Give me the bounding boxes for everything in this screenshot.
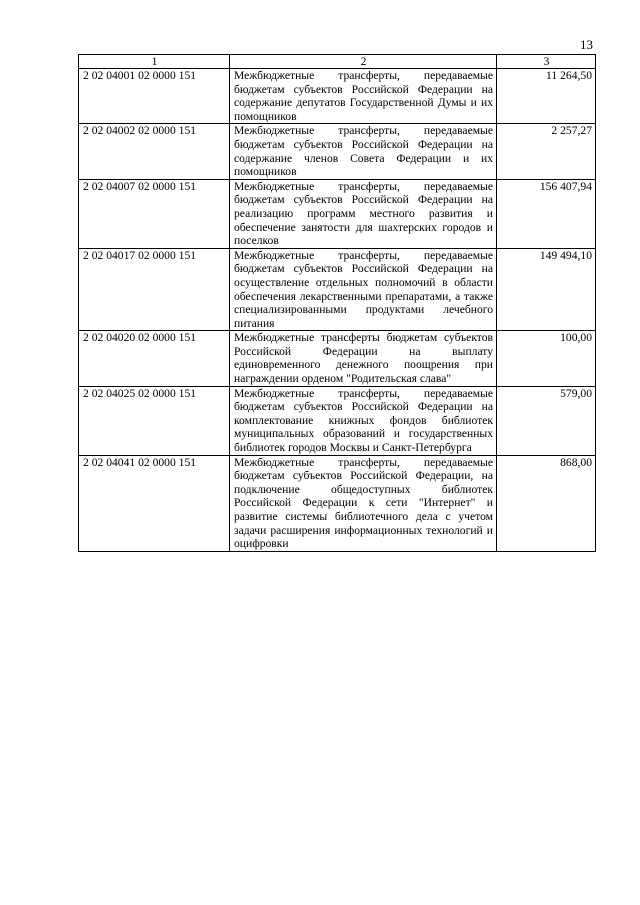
budget-code-cell: 2 02 04017 02 0000 151 <box>79 248 230 331</box>
budget-code-cell: 2 02 04041 02 0000 151 <box>79 455 230 551</box>
description-cell: Межбюджетные трансферты, передаваемые бюджетам субъектов Российской Федерации на реализацию программ местного развития и обеспечение занятости для шахтерских городов и поселков <box>230 179 497 248</box>
amount-cell: 11 264,50 <box>497 69 596 124</box>
table-row <box>79 455 596 551</box>
amount-cell: 156 407,94 <box>497 179 596 248</box>
table-row <box>79 386 596 455</box>
amount-cell: 2 257,27 <box>497 124 596 179</box>
description-cell: Межбюджетные трансферты бюджетам субъектов Российской Федерации на выплату единовременного денежного поощрения при награждении орденом "Родительская слава" <box>230 331 497 386</box>
table-row <box>79 331 596 386</box>
amount-cell: 100,00 <box>497 331 596 386</box>
budget-code-cell: 2 02 04025 02 0000 151 <box>79 386 230 455</box>
budget-code-cell: 2 02 04002 02 0000 151 <box>79 124 230 179</box>
description-cell: Межбюджетные трансферты, передаваемые бюджетам субъектов Российской Федерации на содержание членов Совета Федерации и их помощников <box>230 124 497 179</box>
amount-cell: 579,00 <box>497 386 596 455</box>
amount-cell: 149 494,10 <box>497 248 596 331</box>
budget-code-cell: 2 02 04007 02 0000 151 <box>79 179 230 248</box>
description-cell: Межбюджетные трансферты, передаваемые бюджетам субъектов Российской Федерации на комплектование книжных фондов библиотек муниципальных образований и государственных библиотек городов Москвы и Санкт-Петербурга <box>230 386 497 455</box>
description-cell: Межбюджетные трансферты, передаваемые бюджетам субъектов Российской Федерации на осуществление отдельных полномочий в области обеспечения лекарственными препаратами, а также специализированными продуктами лечебного питания <box>230 248 497 331</box>
budget-code-cell: 2 02 04020 02 0000 151 <box>79 331 230 386</box>
budget-table <box>78 54 596 552</box>
description-cell: Межбюджетные трансферты, передаваемые бюджетам субъектов Российской Федерации на содержание депутатов Государственной Думы и их помощников <box>230 69 497 124</box>
amount-cell: 868,00 <box>497 455 596 551</box>
column-header-1: 1 <box>79 55 230 69</box>
column-header-3: 3 <box>497 55 596 69</box>
table-row <box>79 248 596 331</box>
table-row <box>79 69 596 124</box>
table-row <box>79 179 596 248</box>
page-number: 13 <box>580 37 593 52</box>
table-row <box>79 124 596 179</box>
column-header-2: 2 <box>230 55 497 69</box>
description-cell: Межбюджетные трансферты, передаваемые бюджетам субъектов Российской Федерации, на подключение общедоступных библиотек Российской Федерации к сети "Интернет" и развитие системы библиотечного дела с учетом задачи расширения информационных технологий и оцифровки <box>230 455 497 551</box>
budget-code-cell: 2 02 04001 02 0000 151 <box>79 69 230 124</box>
table-header-row <box>79 55 596 69</box>
